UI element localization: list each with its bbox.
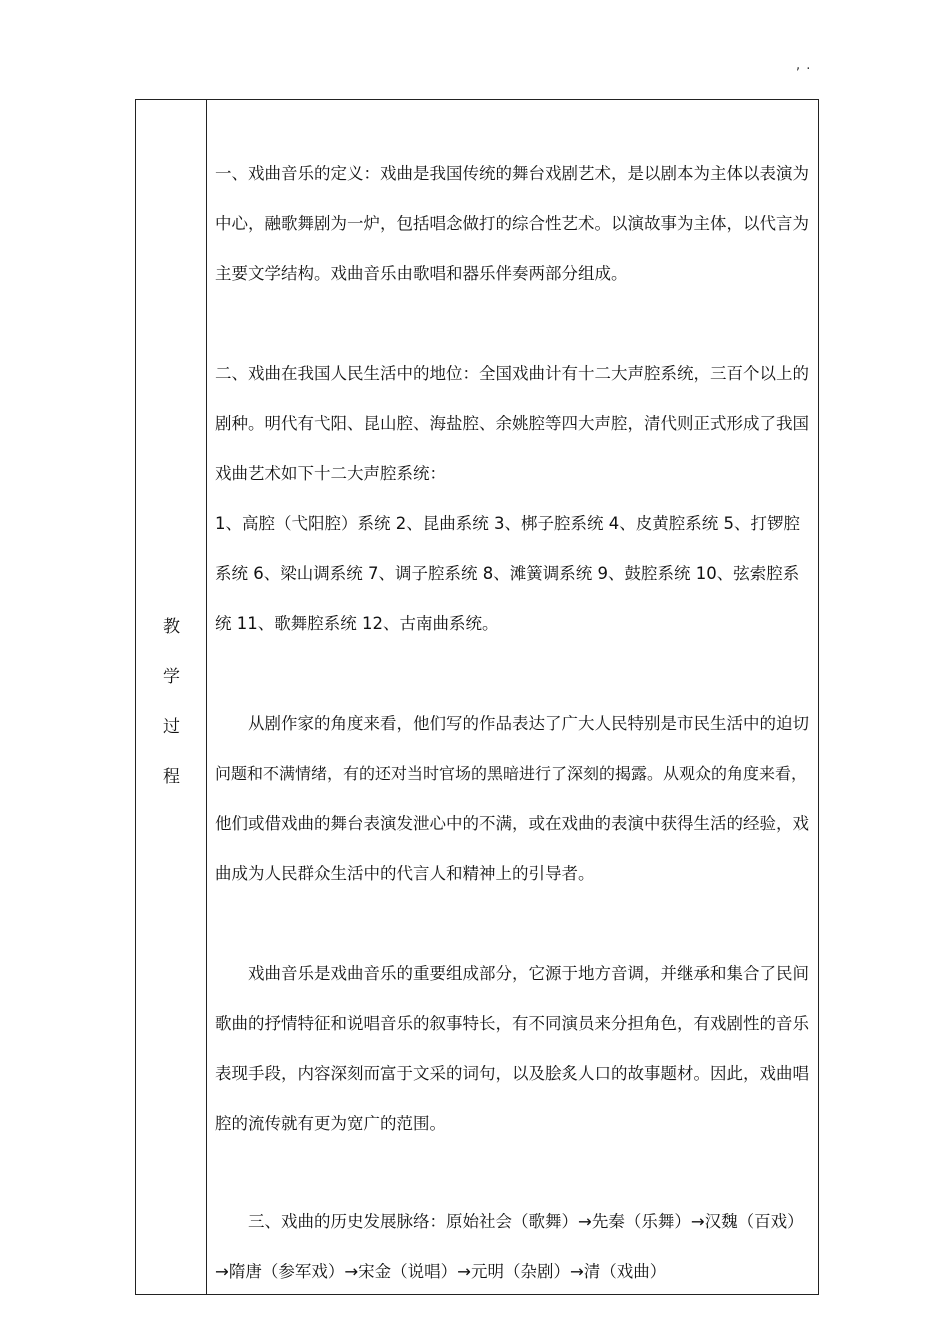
text-line: 他们或借戏曲的舞台表演发泄心中的不满，或在戏曲的表演中获得生活的经验，戏 [215,814,809,833]
label-char: 教 [163,617,180,637]
text-line: 戏曲艺术如下十二大声腔系统： [215,464,446,483]
text-line: 腔的流传就有更为宽广的范围。 [215,1114,446,1133]
text-line: 主要文学结构。戏曲音乐由歌唱和器乐伴奏两部分组成。 [215,264,628,283]
page-mark: , . [796,58,812,73]
text-line: 中心，融歌舞剧为一炉，包括唱念做打的综合性艺术。以演故事为主体，以代言为 [215,214,809,233]
text-line: 问题和不满情绪，有的还对当时官场的黑暗进行了深刻的揭露。从观众的角度来看， [215,764,808,783]
text-line: 统 11、歌舞腔系统 12、古南曲系统。 [215,614,499,633]
text-line: 表现手段，内容深刻而富于文采的词句，以及脍炙人口的故事题材。因此，戏曲唱 [215,1064,809,1083]
text-line: 从剧作家的角度来看，他们写的作品表达了广大人民特别是市民生活中的迫切 [215,714,809,733]
text-line: 戏曲音乐是戏曲音乐的重要组成部分，它源于地方音调，并继承和集合了民间 [215,964,809,983]
text-line: 一、戏曲音乐的定义：戏曲是我国传统的舞台戏剧艺术，是以剧本为主体以表演为 [215,164,809,183]
label-char: 过 [163,717,180,737]
text-line: 歌曲的抒情特征和说唱音乐的叙事特长，有不同演员来分担角色，有戏剧性的音乐 [215,1014,809,1033]
lesson-table [135,99,819,1295]
label-char: 学 [163,667,180,687]
label-column [136,100,207,1294]
text-line: 系统 6、梁山调系统 7、调子腔系统 8、滩簧调系统 9、鼓腔系统 10、弦索腔系 [215,564,800,583]
text-line: →隋唐（参军戏）→宋金（说唱）→元明（杂剧）→清（戏曲） [215,1262,667,1281]
label-char: 程 [163,767,180,787]
text-line: 曲成为人民群众生活中的代言人和精神上的引导者。 [215,864,595,883]
text-line: 剧种。明代有弋阳、昆山腔、海盐腔、余姚腔等四大声腔，清代则正式形成了我国 [215,414,809,433]
text-line: 三、戏曲的历史发展脉络：原始社会（歌舞）→先秦（乐舞）→汉魏（百戏） [215,1212,804,1231]
text-line: 二、戏曲在我国人民生活中的地位：全国戏曲计有十二大声腔系统，三百个以上的 [215,364,809,383]
text-line: 1、高腔（弋阳腔）系统 2、昆曲系统 3、梆子腔系统 4、皮黄腔系统 5、打锣腔 [215,514,800,533]
